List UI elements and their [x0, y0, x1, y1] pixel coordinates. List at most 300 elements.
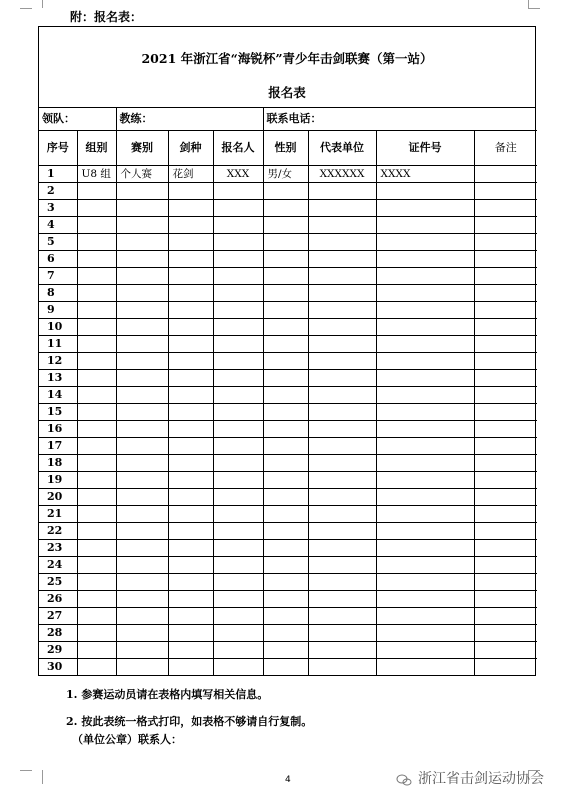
weapon-cell[interactable] — [168, 574, 213, 591]
note-cell[interactable] — [474, 438, 537, 455]
weapon-cell[interactable] — [168, 523, 213, 540]
gender-cell[interactable] — [263, 268, 308, 285]
unit-cell[interactable] — [308, 455, 376, 472]
gender-cell[interactable] — [263, 472, 308, 489]
name-cell[interactable] — [213, 251, 263, 268]
weapon-cell[interactable] — [168, 251, 213, 268]
gender-cell[interactable] — [263, 285, 308, 302]
event-cell[interactable] — [116, 506, 168, 523]
name-cell[interactable] — [213, 200, 263, 217]
gender-cell[interactable] — [263, 319, 308, 336]
name-cell[interactable] — [213, 438, 263, 455]
gender-cell[interactable] — [263, 200, 308, 217]
id-cell[interactable] — [376, 472, 474, 489]
id-cell[interactable] — [376, 200, 474, 217]
name-cell[interactable] — [213, 387, 263, 404]
group-cell[interactable] — [77, 608, 116, 625]
row-number: 27 — [39, 608, 77, 625]
note-cell[interactable] — [474, 302, 537, 319]
crop-mark — [20, 770, 32, 771]
event-cell[interactable] — [116, 557, 168, 574]
note-cell[interactable] — [474, 353, 537, 370]
event-cell[interactable] — [116, 540, 168, 557]
header-cell: 性别 — [263, 131, 308, 166]
header-cell: 报名人 — [213, 131, 263, 166]
name-cell[interactable] — [213, 574, 263, 591]
unit-cell[interactable] — [308, 659, 376, 676]
header-row — [39, 131, 537, 166]
row-number: 11 — [39, 336, 77, 353]
gender-cell[interactable] — [263, 642, 308, 659]
row-number: 23 — [39, 540, 77, 557]
note-cell[interactable] — [474, 489, 537, 506]
row-number: 25 — [39, 574, 77, 591]
gender-cell[interactable] — [263, 489, 308, 506]
name-cell[interactable] — [213, 285, 263, 302]
note-3: （单位公章）联系人： — [72, 733, 182, 746]
note-cell[interactable] — [474, 183, 537, 200]
id-cell[interactable] — [376, 489, 474, 506]
weapon-cell[interactable] — [168, 472, 213, 489]
name-cell[interactable] — [213, 591, 263, 608]
coach-field[interactable]: 教练： — [116, 108, 263, 131]
unit-cell[interactable]: XXXXXX — [308, 166, 376, 183]
unit-cell[interactable] — [308, 200, 376, 217]
name-cell[interactable] — [213, 455, 263, 472]
table-row — [39, 370, 537, 387]
unit-cell[interactable] — [308, 540, 376, 557]
row-number: 3 — [39, 200, 77, 217]
id-cell[interactable] — [376, 183, 474, 200]
table-row — [39, 268, 537, 285]
unit-cell[interactable] — [308, 523, 376, 540]
group-cell[interactable] — [77, 285, 116, 302]
event-cell[interactable] — [116, 523, 168, 540]
event-cell[interactable] — [116, 574, 168, 591]
table-row — [39, 166, 537, 183]
group-cell[interactable] — [77, 642, 116, 659]
watermark: 浙江省击剑运动协会 — [418, 771, 544, 787]
weapon-cell[interactable] — [168, 438, 213, 455]
note-cell[interactable] — [474, 455, 537, 472]
name-cell[interactable] — [213, 234, 263, 251]
form-subtitle: 报名表 — [268, 85, 306, 100]
gender-cell[interactable] — [263, 404, 308, 421]
group-cell[interactable] — [77, 200, 116, 217]
event-cell[interactable] — [116, 217, 168, 234]
unit-cell[interactable] — [308, 642, 376, 659]
event-cell[interactable] — [116, 625, 168, 642]
gender-cell[interactable] — [263, 234, 308, 251]
id-cell[interactable] — [376, 353, 474, 370]
event-cell[interactable] — [116, 642, 168, 659]
name-cell[interactable] — [213, 268, 263, 285]
row-number: 13 — [39, 370, 77, 387]
unit-cell[interactable] — [308, 489, 376, 506]
weapon-cell[interactable] — [168, 642, 213, 659]
name-cell[interactable] — [213, 523, 263, 540]
attachment-label: 附：报名表： — [70, 10, 143, 24]
unit-cell[interactable] — [308, 319, 376, 336]
id-cell[interactable]: XXXX — [376, 166, 474, 183]
unit-cell[interactable] — [308, 472, 376, 489]
table-row — [39, 438, 537, 455]
weapon-cell[interactable] — [168, 285, 213, 302]
note-cell[interactable] — [474, 625, 537, 642]
weapon-cell[interactable]: 花剑 — [168, 166, 213, 183]
gender-cell[interactable] — [263, 557, 308, 574]
header-cell: 代表单位 — [308, 131, 376, 166]
name-cell[interactable] — [213, 319, 263, 336]
id-cell[interactable] — [376, 642, 474, 659]
id-cell[interactable] — [376, 251, 474, 268]
note-cell[interactable] — [474, 166, 537, 183]
note-cell[interactable] — [474, 540, 537, 557]
name-cell[interactable] — [213, 336, 263, 353]
event-cell[interactable] — [116, 472, 168, 489]
event-cell[interactable] — [116, 336, 168, 353]
weapon-cell[interactable] — [168, 455, 213, 472]
unit-cell[interactable] — [308, 557, 376, 574]
unit-cell[interactable] — [308, 285, 376, 302]
group-cell[interactable] — [77, 217, 116, 234]
id-cell[interactable] — [376, 404, 474, 421]
weapon-cell[interactable] — [168, 302, 213, 319]
row-number: 10 — [39, 319, 77, 336]
note-cell[interactable] — [474, 285, 537, 302]
gender-cell[interactable] — [263, 608, 308, 625]
group-cell[interactable] — [77, 574, 116, 591]
gender-cell[interactable] — [263, 540, 308, 557]
id-cell[interactable] — [376, 268, 474, 285]
group-cell[interactable] — [77, 183, 116, 200]
event-cell[interactable] — [116, 268, 168, 285]
table-row — [39, 608, 537, 625]
row-number: 15 — [39, 404, 77, 421]
gender-cell[interactable] — [263, 217, 308, 234]
event-cell[interactable] — [116, 251, 168, 268]
event-cell[interactable] — [116, 455, 168, 472]
weapon-cell[interactable] — [168, 404, 213, 421]
unit-cell[interactable] — [308, 183, 376, 200]
unit-cell[interactable] — [308, 438, 376, 455]
event-cell[interactable] — [116, 370, 168, 387]
note-cell[interactable] — [474, 370, 537, 387]
note-cell[interactable] — [474, 557, 537, 574]
row-number: 28 — [39, 625, 77, 642]
group-cell[interactable] — [77, 625, 116, 642]
unit-cell[interactable] — [308, 404, 376, 421]
note-cell[interactable] — [474, 472, 537, 489]
group-cell[interactable] — [77, 251, 116, 268]
gender-cell[interactable] — [263, 625, 308, 642]
header-cell: 赛别 — [116, 131, 168, 166]
event-cell[interactable] — [116, 183, 168, 200]
id-cell[interactable] — [376, 217, 474, 234]
row-number: 26 — [39, 591, 77, 608]
table-row — [39, 642, 537, 659]
weapon-cell[interactable] — [168, 387, 213, 404]
leader-field[interactable]: 领队： — [39, 108, 116, 131]
weapon-cell[interactable] — [168, 489, 213, 506]
event-cell[interactable] — [116, 234, 168, 251]
weapon-cell[interactable] — [168, 183, 213, 200]
table-row — [39, 217, 537, 234]
id-cell[interactable] — [376, 591, 474, 608]
note-cell[interactable] — [474, 319, 537, 336]
unit-cell[interactable] — [308, 217, 376, 234]
group-cell[interactable] — [77, 336, 116, 353]
name-cell[interactable] — [213, 642, 263, 659]
unit-cell[interactable] — [308, 387, 376, 404]
gender-cell[interactable] — [263, 387, 308, 404]
event-cell[interactable] — [116, 200, 168, 217]
group-cell[interactable] — [77, 591, 116, 608]
event-cell[interactable] — [116, 659, 168, 676]
group-cell[interactable] — [77, 489, 116, 506]
name-cell[interactable] — [213, 540, 263, 557]
event-cell[interactable] — [116, 608, 168, 625]
group-cell[interactable] — [77, 234, 116, 251]
group-cell[interactable] — [77, 268, 116, 285]
gender-cell[interactable] — [263, 455, 308, 472]
name-cell[interactable] — [213, 302, 263, 319]
group-cell[interactable] — [77, 540, 116, 557]
event-cell[interactable] — [116, 285, 168, 302]
event-cell[interactable] — [116, 489, 168, 506]
id-cell[interactable] — [376, 625, 474, 642]
unit-cell[interactable] — [308, 506, 376, 523]
note-cell[interactable] — [474, 659, 537, 676]
name-cell[interactable] — [213, 625, 263, 642]
note-cell[interactable] — [474, 251, 537, 268]
name-cell[interactable] — [213, 472, 263, 489]
name-cell[interactable] — [213, 404, 263, 421]
weapon-cell[interactable] — [168, 506, 213, 523]
row-number: 17 — [39, 438, 77, 455]
name-cell[interactable] — [213, 183, 263, 200]
table-row — [39, 421, 537, 438]
event-cell[interactable] — [116, 302, 168, 319]
name-cell[interactable] — [213, 217, 263, 234]
table-row — [39, 625, 537, 642]
unit-cell[interactable] — [308, 591, 376, 608]
group-cell[interactable] — [77, 472, 116, 489]
crop-mark — [32, 0, 43, 8]
group-cell[interactable] — [77, 421, 116, 438]
event-cell[interactable] — [116, 421, 168, 438]
registration-table — [39, 108, 537, 675]
id-cell[interactable] — [376, 438, 474, 455]
row-number: 30 — [39, 659, 77, 676]
event-cell[interactable] — [116, 319, 168, 336]
unit-cell[interactable] — [308, 370, 376, 387]
id-cell[interactable] — [376, 659, 474, 676]
table-row — [39, 404, 537, 421]
event-cell[interactable] — [116, 404, 168, 421]
note-cell[interactable] — [474, 387, 537, 404]
group-cell[interactable] — [77, 438, 116, 455]
table-row — [39, 285, 537, 302]
crop-mark — [528, 8, 540, 9]
unit-cell[interactable] — [308, 251, 376, 268]
group-cell[interactable] — [77, 659, 116, 676]
event-cell[interactable] — [116, 353, 168, 370]
row-number: 16 — [39, 421, 77, 438]
group-cell[interactable] — [77, 387, 116, 404]
weapon-cell[interactable] — [168, 319, 213, 336]
header-cell: 组别 — [77, 131, 116, 166]
group-cell[interactable]: U8 组 — [77, 166, 116, 183]
group-cell[interactable] — [77, 353, 116, 370]
row-number: 20 — [39, 489, 77, 506]
id-cell[interactable] — [376, 455, 474, 472]
name-cell[interactable] — [213, 421, 263, 438]
note-cell[interactable] — [474, 574, 537, 591]
crop-mark — [528, 0, 539, 8]
note-cell[interactable] — [474, 608, 537, 625]
id-cell[interactable] — [376, 540, 474, 557]
unit-cell[interactable] — [308, 268, 376, 285]
id-cell[interactable] — [376, 319, 474, 336]
id-cell[interactable] — [376, 387, 474, 404]
gender-cell[interactable] — [263, 302, 308, 319]
name-cell[interactable] — [213, 608, 263, 625]
unit-cell[interactable] — [308, 625, 376, 642]
gender-cell[interactable] — [263, 353, 308, 370]
name-cell[interactable] — [213, 370, 263, 387]
id-cell[interactable] — [376, 234, 474, 251]
weapon-cell[interactable] — [168, 421, 213, 438]
form-header — [39, 27, 535, 108]
name-cell[interactable] — [213, 557, 263, 574]
weapon-cell[interactable] — [168, 540, 213, 557]
name-cell[interactable] — [213, 353, 263, 370]
id-cell[interactable] — [376, 523, 474, 540]
unit-cell[interactable] — [308, 302, 376, 319]
table-row — [39, 183, 537, 200]
group-cell[interactable] — [77, 302, 116, 319]
id-cell[interactable] — [376, 506, 474, 523]
weapon-cell[interactable] — [168, 268, 213, 285]
note-cell[interactable] — [474, 523, 537, 540]
note-1: 1. 参赛运动员请在表格内填写相关信息。 — [66, 688, 269, 701]
unit-cell[interactable] — [308, 574, 376, 591]
id-cell[interactable] — [376, 421, 474, 438]
weapon-cell[interactable] — [168, 370, 213, 387]
unit-cell[interactable] — [308, 234, 376, 251]
weapon-cell[interactable] — [168, 659, 213, 676]
weapon-cell[interactable] — [168, 217, 213, 234]
unit-cell[interactable] — [308, 421, 376, 438]
weapon-cell[interactable] — [168, 591, 213, 608]
weapon-cell[interactable] — [168, 608, 213, 625]
name-cell[interactable] — [213, 489, 263, 506]
group-cell[interactable] — [77, 523, 116, 540]
note-cell[interactable] — [474, 404, 537, 421]
group-cell[interactable] — [77, 455, 116, 472]
crop-mark — [20, 8, 32, 9]
unit-cell[interactable] — [308, 336, 376, 353]
note-cell[interactable] — [474, 217, 537, 234]
note-cell[interactable] — [474, 642, 537, 659]
weapon-cell[interactable] — [168, 200, 213, 217]
table-row — [39, 387, 537, 404]
id-cell[interactable] — [376, 557, 474, 574]
header-cell: 备注 — [474, 131, 537, 166]
note-cell[interactable] — [474, 591, 537, 608]
note-cell[interactable] — [474, 234, 537, 251]
row-number: 4 — [39, 217, 77, 234]
gender-cell[interactable] — [263, 574, 308, 591]
note-2: 2. 按此表统一格式打印，如表格不够请自行复制。 — [66, 715, 313, 728]
name-cell[interactable] — [213, 659, 263, 676]
table-row — [39, 540, 537, 557]
row-number: 12 — [39, 353, 77, 370]
group-cell[interactable] — [77, 319, 116, 336]
event-cell[interactable] — [116, 387, 168, 404]
group-cell[interactable] — [77, 370, 116, 387]
row-number: 24 — [39, 557, 77, 574]
weapon-cell[interactable] — [168, 336, 213, 353]
row-number: 5 — [39, 234, 77, 251]
header-cell: 序号 — [39, 131, 77, 166]
event-cell[interactable] — [116, 438, 168, 455]
name-cell[interactable] — [213, 506, 263, 523]
note-cell[interactable] — [474, 336, 537, 353]
row-number: 9 — [39, 302, 77, 319]
group-cell[interactable] — [77, 404, 116, 421]
info-row — [39, 108, 537, 131]
event-cell[interactable]: 个人赛 — [116, 166, 168, 183]
id-cell[interactable] — [376, 370, 474, 387]
gender-cell[interactable] — [263, 438, 308, 455]
id-cell[interactable] — [376, 302, 474, 319]
gender-cell[interactable] — [263, 506, 308, 523]
gender-cell[interactable] — [263, 251, 308, 268]
id-cell[interactable] — [376, 285, 474, 302]
note-cell[interactable] — [474, 421, 537, 438]
weapon-cell[interactable] — [168, 557, 213, 574]
gender-cell[interactable] — [263, 659, 308, 676]
gender-cell[interactable] — [263, 591, 308, 608]
row-number: 8 — [39, 285, 77, 302]
group-cell[interactable] — [77, 557, 116, 574]
note-cell[interactable] — [474, 268, 537, 285]
weapon-cell[interactable] — [168, 353, 213, 370]
phone-field[interactable]: 联系电话： — [263, 108, 537, 131]
weapon-cell[interactable] — [168, 625, 213, 642]
note-cell[interactable] — [474, 200, 537, 217]
id-cell[interactable] — [376, 336, 474, 353]
weapon-cell[interactable] — [168, 234, 213, 251]
group-cell[interactable] — [77, 506, 116, 523]
unit-cell[interactable] — [308, 608, 376, 625]
gender-cell[interactable] — [263, 370, 308, 387]
row-number: 6 — [39, 251, 77, 268]
gender-cell[interactable] — [263, 523, 308, 540]
gender-cell[interactable] — [263, 336, 308, 353]
unit-cell[interactable] — [308, 353, 376, 370]
event-cell[interactable] — [116, 591, 168, 608]
name-cell[interactable]: XXX — [213, 166, 263, 183]
gender-cell[interactable]: 男/女 — [263, 166, 308, 183]
id-cell[interactable] — [376, 574, 474, 591]
id-cell[interactable] — [376, 608, 474, 625]
gender-cell[interactable] — [263, 421, 308, 438]
gender-cell[interactable] — [263, 183, 308, 200]
note-cell[interactable] — [474, 506, 537, 523]
